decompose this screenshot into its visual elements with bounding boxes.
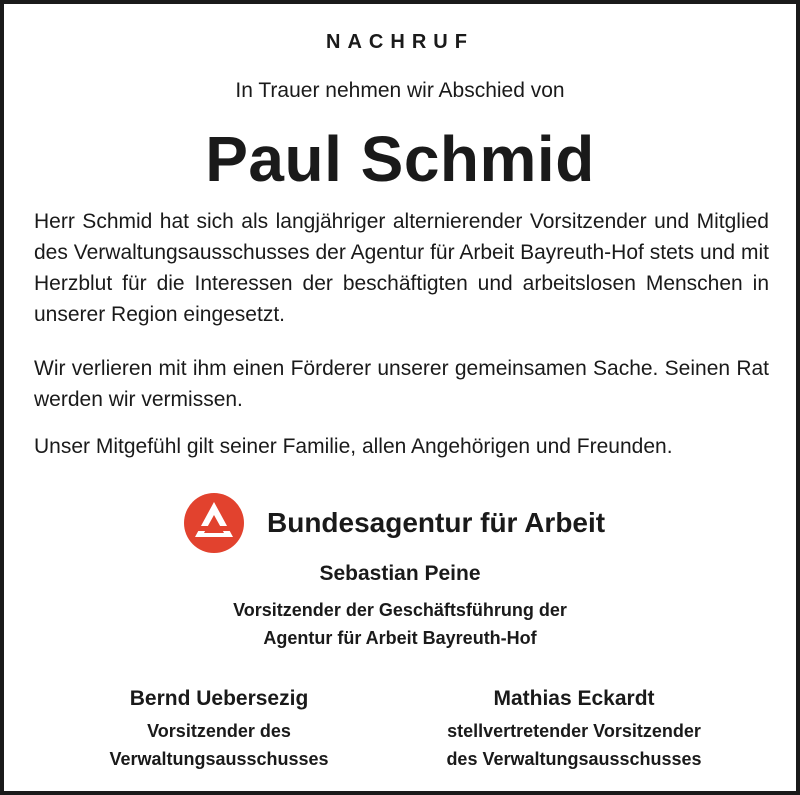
organization-logo	[184, 492, 605, 554]
signatory-role: Vorsitzender der Geschäftsführung der	[233, 600, 567, 620]
tribute-paragraph: Herr Schmid hat sich als langjähriger alternierender Vorsitzender und Mitglied des Verwaltungsausschusses der Agentur für Arbeit Bayreuth-Hof stets und mit Herzblut für die Interessen der beschäftigten und arbeitslosen Menschen in unserer Region eingesetzt.	[34, 210, 769, 326]
deceased-name: Paul Schmid	[205, 123, 595, 195]
signatory-role: Vorsitzender des	[147, 721, 291, 741]
signatory-name: Mathias Eckardt	[493, 687, 655, 710]
loss-paragraph: Wir verlieren mit ihm einen Förderer unserer gemeinsamen Sache. Seinen Rat werden wir vermissen.	[34, 357, 769, 411]
signatory-role: Verwaltungsausschusses	[109, 749, 329, 769]
right-signatory	[404, 687, 744, 773]
organization-name: Bundesagentur für Arbeit	[267, 507, 606, 538]
left-signatory	[49, 687, 389, 773]
main-signatory	[4, 562, 796, 652]
signatory-role: Agentur für Arbeit Bayreuth-Hof	[263, 628, 537, 648]
condolence-paragraph: Unser Mitgefühl gilt seiner Familie, allen Angehörigen und Freunden.	[34, 435, 673, 458]
signatory-name: Bernd Uebersezig	[129, 687, 309, 710]
intro-line: In Trauer nehmen wir Abschied von	[235, 79, 565, 102]
ba-logo-icon	[184, 493, 244, 553]
signatory-role: des Verwaltungsausschusses	[446, 749, 702, 769]
signatory-name: Sebastian Peine	[319, 562, 481, 585]
notice-heading: NACHRUF	[326, 31, 474, 53]
signatory-role: stellvertretender Vorsitzender	[447, 721, 701, 741]
